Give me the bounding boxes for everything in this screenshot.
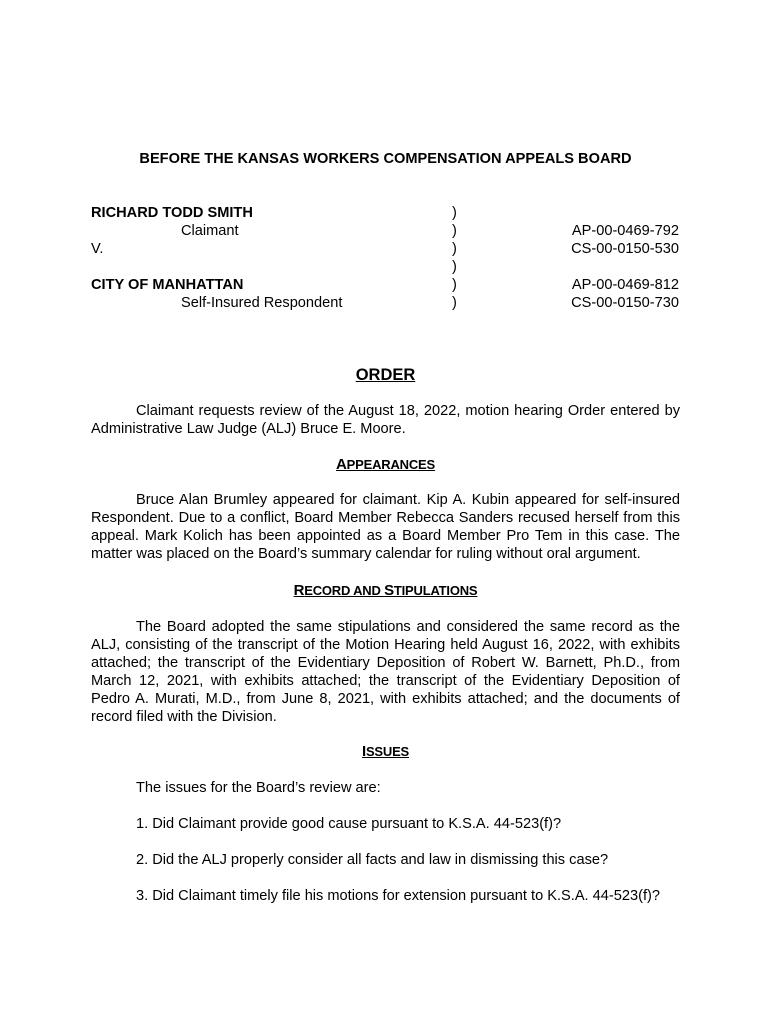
respondent-role: Self-Insured Respondent [181,295,343,311]
heading-rest: PPEARANCES [346,457,435,472]
issue-item: 3. Did Claimant timely file his motions for extension pursuant to K.S.A. 44-523(f)? [136,888,660,904]
heading-rest: ECORD AND [304,583,385,598]
heading-cap: R [293,582,305,599]
appearances-paragraph: Bruce Alan Brumley appeared for claimant. Kip A. Kubin appeared for self-insured Respondent. Due to a conflict, Board Member Rebecca Sanders recused herself from this appeal. Mark Kolich has been appointed as a Board Member Pro Tem in this case. The matter was placed on the Board’s summary calendar for ruling without oral argument. [91,492,680,562]
appearances-heading [91,456,680,474]
issues-heading [91,743,680,761]
record-paragraph: The Board adopted the same stipulations and considered the same record as the ALJ, consisting of the transcript of the Motion Hearing held August 16, 2022, with exhibits attached; the transcript of the Evidentiary Deposition of Robert W. Barnett, Ph.D., from March 12, 2021, with exhibits attached; the transcript of the Evidentiary Deposition of Pedro A. Murati, M.D., from June 8, 2021, with exhibits attached; and the documents of record filed with the Division. [91,619,680,725]
docket-number: CS-00-0150-530 [571,241,679,257]
docket-number: CS-00-0150-730 [571,295,679,311]
caption-paren: ) [452,205,457,221]
heading-rest: TIPULATIONS [393,583,478,598]
caption-paren: ) [452,223,457,239]
caption-paren: ) [452,277,457,293]
caption-paren: ) [452,259,457,275]
heading-cap: S [384,582,394,599]
issue-item: 2. Did the ALJ properly consider all facts and law in dismissing this case? [136,852,609,868]
intro-paragraph: Claimant requests review of the August 18, 2022, motion hearing Order entered by Administrative Law Judge (ALJ) Bruce E. Moore. [91,403,680,437]
docket-number: AP-00-0469-792 [571,223,679,239]
order-title-wrap [91,366,680,385]
caption-paren: ) [452,241,457,257]
heading-rest: SSUES [365,744,410,759]
respondent-name: CITY OF MANHATTAN [91,277,244,293]
issues-intro: The issues for the Board’s review are: [136,780,381,796]
caption-paren: ) [452,295,457,311]
issue-item: 1. Did Claimant provide good cause pursuant to K.S.A. 44-523(f)? [136,816,562,832]
heading-cap: I [361,743,366,760]
court-heading: BEFORE THE KANSAS WORKERS COMPENSATION APPEALS BOARD [139,151,632,167]
record-heading [91,582,680,600]
claimant-name: RICHARD TODD SMITH [91,205,253,221]
heading-cap: A [336,456,347,473]
docket-number: AP-00-0469-812 [571,277,679,293]
claimant-role: Claimant [181,223,239,239]
order-title: ORDER [355,366,416,384]
versus-label: V. [91,241,104,257]
